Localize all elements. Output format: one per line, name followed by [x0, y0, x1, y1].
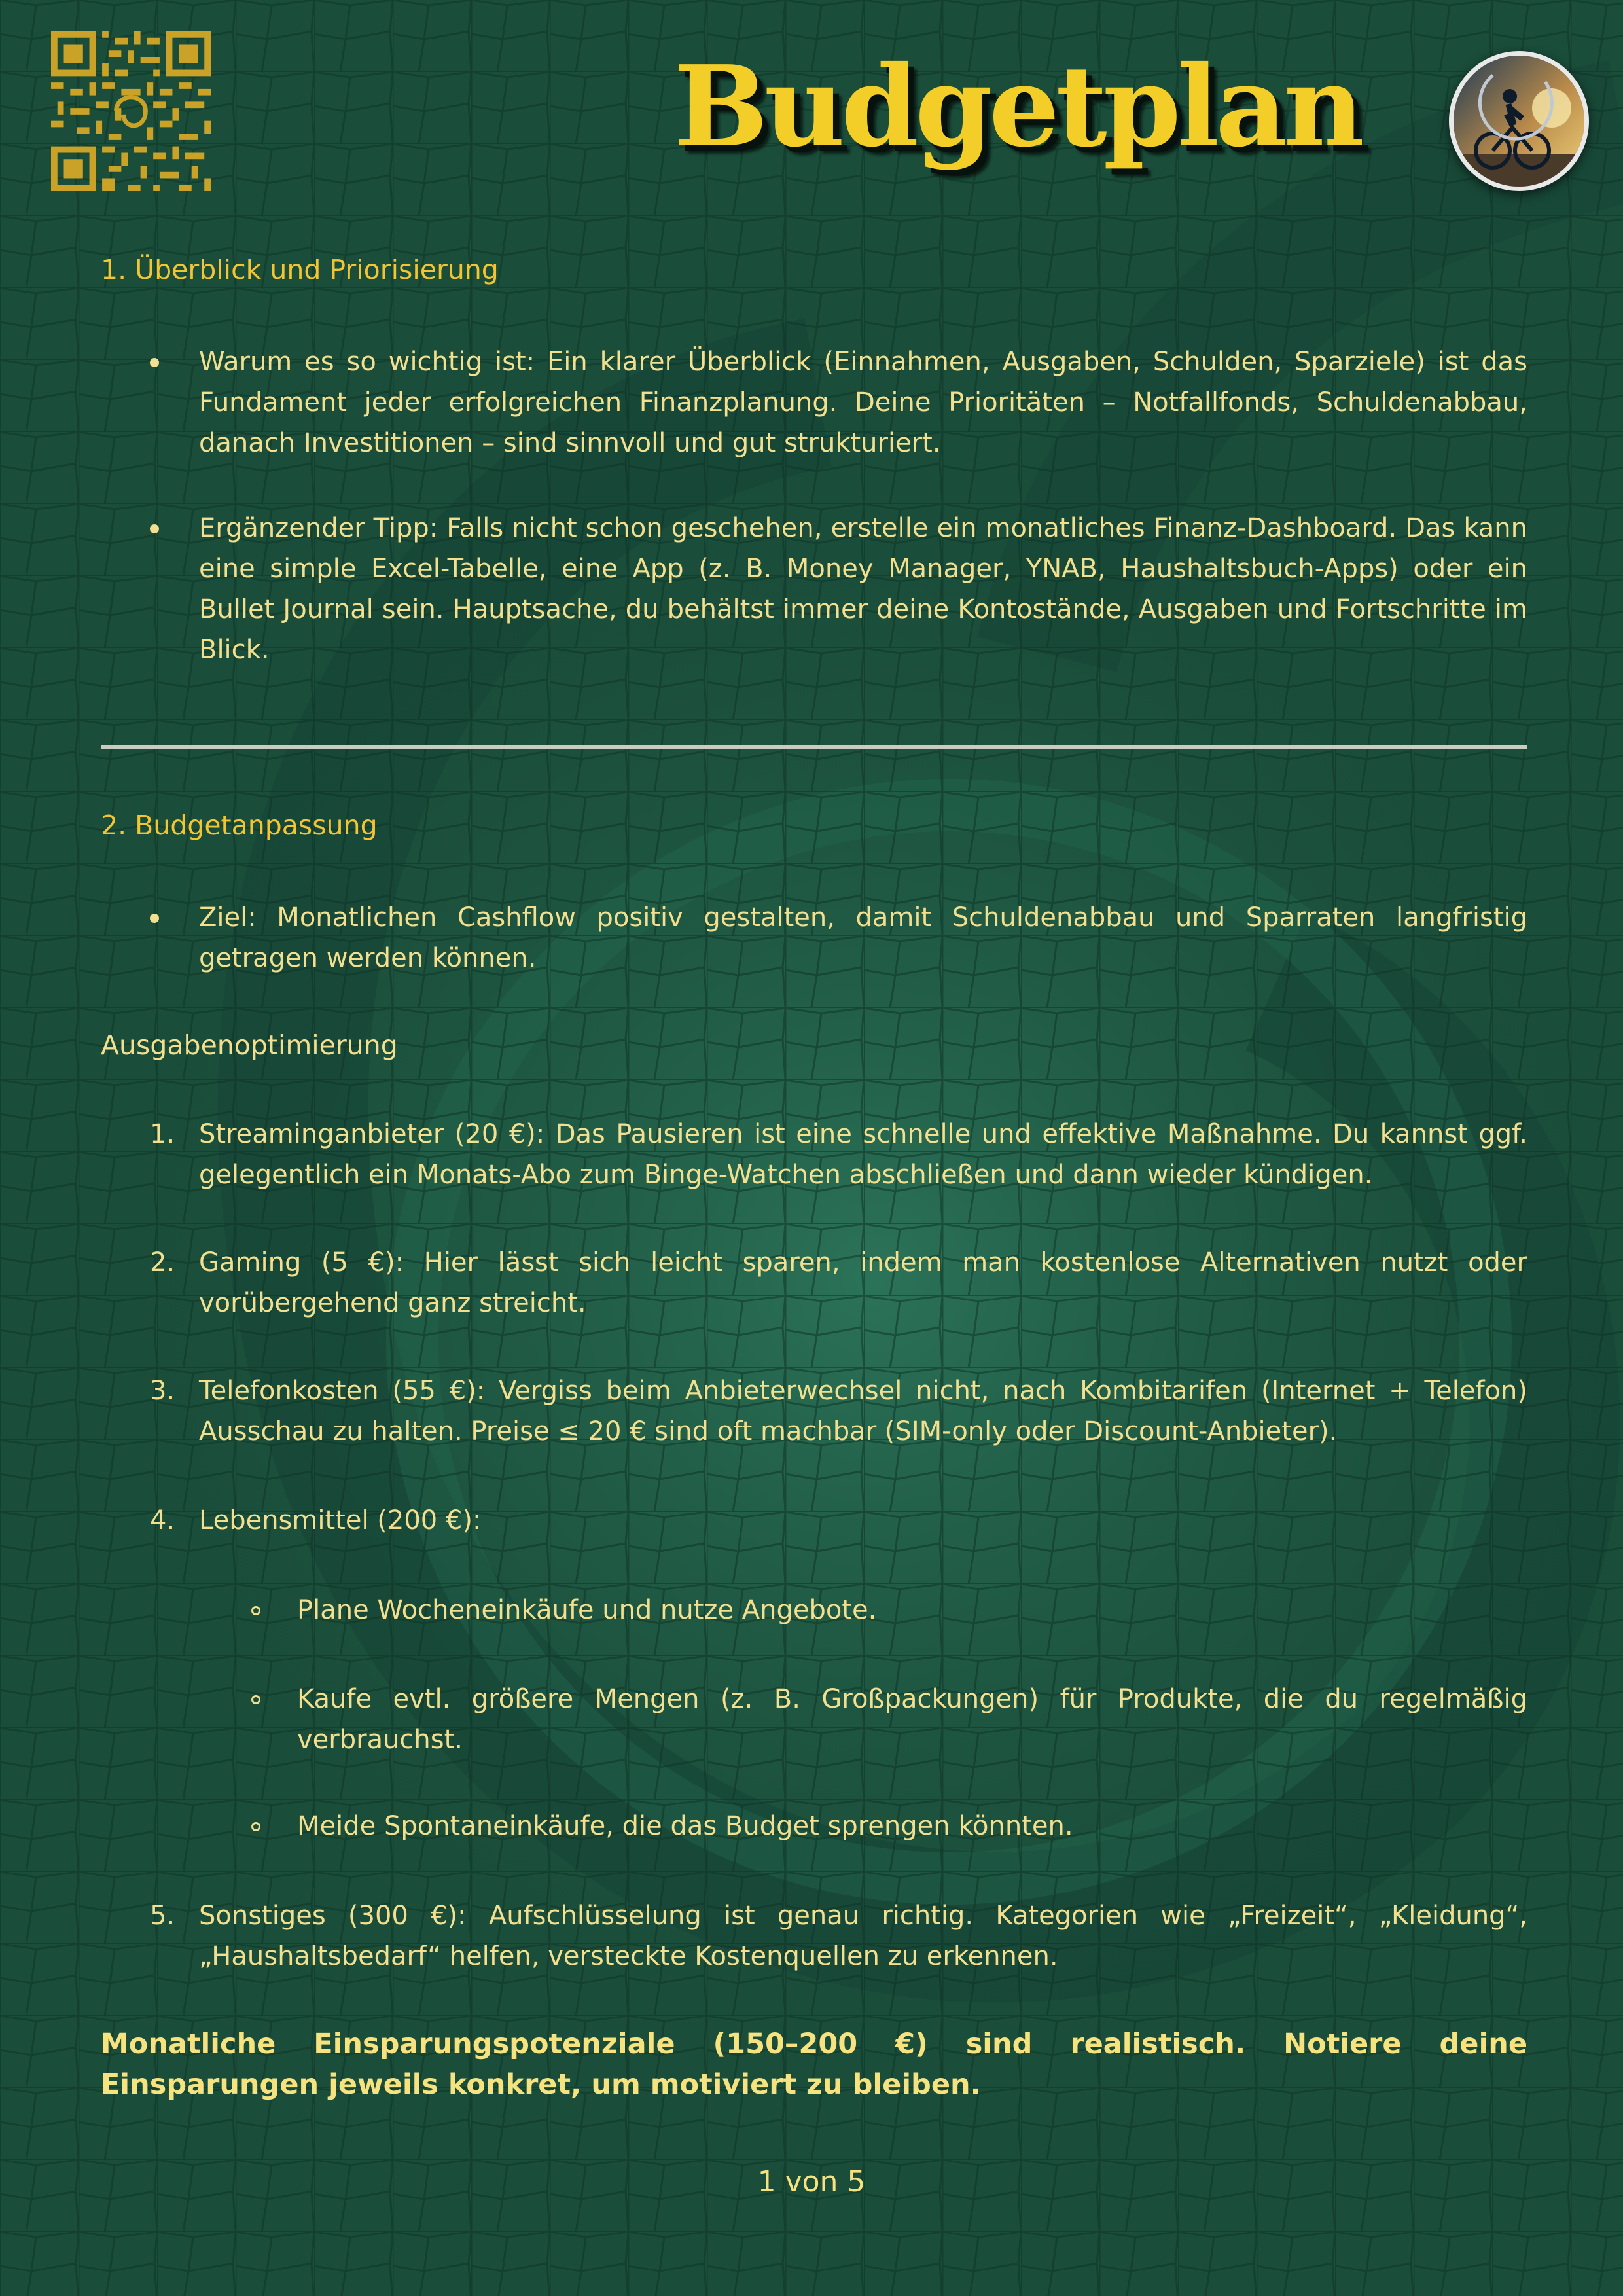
list-number: 1.	[150, 1119, 175, 1149]
bullet-marker	[150, 914, 159, 923]
page-title: Budgetplan	[674, 41, 1361, 172]
list-item-streaming: Streaminganbieter (20 €): Das Pausieren ist eine schnelle und effektive Maßnahme. Du kannst ggf. gelegentlich ein Monats-Abo zum Binge-Watchen abschließen und dann wieder kündigen.	[199, 1119, 1527, 1190]
cyclist-avatar-icon	[1449, 51, 1589, 191]
sub-item-grosspackungen: Kaufe evtl. größere Mengen (z. B. Großpackungen) für Produkte, die du regelmäßig verbrauchst.	[297, 1684, 1527, 1755]
list-item-sonstiges: Sonstiges (300 €): Aufschlüsselung ist genau richtig. Kategorien wie „Freizeit“, „Kleidung“, „Haushaltsbedarf“ helfen, versteckte Kostenquellen zu erkennen.	[199, 1901, 1527, 1971]
list-item-telefon: Telefonkosten (55 €): Vergiss beim Anbieterwechsel nicht, nach Kombitarifen (Internet + Telefon) Ausschau zu halten. Preise ≤ 20 € sind oft machbar (SIM-only oder Discount-Anbieter).	[199, 1376, 1527, 1446]
page-indicator: 1 von 5	[757, 2165, 866, 2198]
section-1-bullet-2: Ergänzender Tipp: Falls nicht schon geschehen, erstelle ein monatliches Finanz-Dashboard. Das kann eine simple Excel-Tabelle, eine App (z. B. Money Manager, YNAB, Haushaltsbuch-Apps) oder ein Bullet Journal sein. Hauptsache, du behältst immer deine Kontostände, Ausgaben und Fortschritte im Blick.	[199, 513, 1527, 665]
list-number: 3.	[150, 1376, 175, 1406]
sub-bullet-marker	[251, 1695, 260, 1704]
list-item-lebensmittel: Lebensmittel (200 €):	[199, 1505, 482, 1535]
bullet-marker	[150, 358, 159, 367]
section-1-bullet-1: Warum es so wichtig ist: Ein klarer Überblick (Einnahmen, Ausgaben, Schulden, Sparziele) ist das Fundament jeder erfolgreichen Finanzplanung. Deine Prioritäten – Notfallfonds, Schuldenabbau, danach Investitionen – sind sinnvoll und gut strukturiert.	[199, 347, 1527, 458]
section-2-bullet-1: Ziel: Monatlichen Cashflow positiv gestalten, damit Schuldenabbau und Sparraten langfristig getragen werden können.	[199, 903, 1527, 973]
sub-item-spontaneinkaeufe: Meide Spontaneinkäufe, die das Budget sprengen könnten.	[297, 1811, 1073, 1841]
section-1-heading: 1. Überblick und Priorisierung	[101, 254, 499, 285]
list-number: 4.	[150, 1505, 175, 1535]
list-number: 5.	[150, 1901, 175, 1931]
sub-item-wocheneinkaeufe: Plane Wocheneinkäufe und nutze Angebote.	[297, 1595, 877, 1625]
bullet-marker	[150, 524, 159, 533]
qr-code-icon[interactable]	[51, 31, 211, 191]
section-2-heading: 2. Budgetanpassung	[101, 810, 378, 841]
subheading-ausgabenoptimierung: Ausgabenoptimierung	[101, 1030, 398, 1061]
sub-bullet-marker	[251, 1822, 260, 1831]
sub-bullet-marker	[251, 1606, 260, 1615]
savings-summary: Monatliche Einsparungspotenziale (150–200 €) sind realistisch. Notiere deine Einsparungen jeweils konkret, um motiviert zu bleiben.	[101, 2028, 1527, 2101]
list-item-gaming: Gaming (5 €): Hier lässt sich leicht sparen, indem man kostenlose Alternativen nutzt oder vorübergehend ganz streicht.	[199, 1247, 1527, 1318]
list-number: 2.	[150, 1247, 175, 1278]
section-divider	[101, 745, 1527, 749]
